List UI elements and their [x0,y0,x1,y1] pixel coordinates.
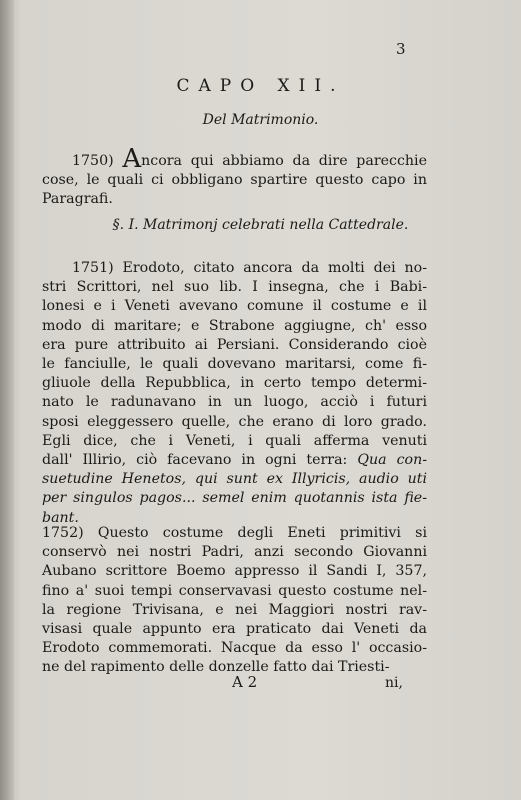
line-text: dall' Illirio, ciò facevano in ogni terra: [42,452,358,469]
line-text: ncora qui abbiamo da dire parecchie [141,153,427,169]
catchword: ni, [385,675,403,691]
text-line [42,144,427,174]
line-text: cose, le quali ci obbligano spartire questo capo in [42,172,427,189]
line-text: conservò nei nostri Padri, anzi secondo Giovanni [42,544,427,561]
text-line [42,470,427,489]
subsection-title: §. I. Matrimonj celebrati nella Cattedrale. [112,217,409,233]
paragraph-1751 [42,259,427,528]
line-text: modo di maritare; e Strabone aggiugne, ch' esso [42,317,427,334]
text-line [42,278,427,297]
text-line [42,259,427,278]
text-line [42,582,427,601]
text-line [42,171,427,190]
text-line [42,297,427,316]
text-line [42,601,427,620]
line-text: le fanciulle, le quali dovevano maritarsi, come fi- [42,356,427,373]
line-text: la regione Trivisana, e nei Maggiori nostri rav- [42,601,427,618]
signature-mark: A 2 [232,673,258,691]
latin-quote: per singulos pagos... semel enim quotannis ista fie- [42,490,427,507]
line-text: Egli dice, che i Veneti, i quali afferma venuti [42,432,427,449]
text-line [42,393,427,412]
latin-quote: suetudine Henetos, qui sunt ex Illyricis, audio uti [42,471,427,488]
text-line [42,543,427,562]
line-text: era pure attribuito ai Persiani. Considerando cioè [42,336,427,353]
drop-cap: A [122,144,142,174]
line-text: lonesi e i Veneti avevano comune il costume e il [42,298,427,315]
line-text: stri Scrittori, nel suo lib. I insegna, che i Babi- [42,279,427,296]
line-text: fino a' suoi tempi conservavasi questo costume nel- [42,582,427,599]
text-line [42,562,427,581]
line-text: visasi quale appunto era praticato dai Veneti da [42,621,427,638]
text-line [42,432,427,451]
text-line [42,336,427,355]
text-line [42,639,427,658]
text-line [42,413,427,432]
paragraph-1750 [42,144,427,210]
text-line [42,620,427,639]
line-text: nato le radunavano in un luogo, acciò i futuri [42,394,427,411]
line-text: 1751) Erodoto, citato ancora da molti dei no- [72,260,427,276]
line-text: Paragrafi. [42,191,113,208]
paragraph-1752 [42,524,427,678]
line-text: ne del rapimento delle donzelle fatto dai Triesti- [42,659,390,676]
line-text: gliuole della Repubblica, in certo tempo determi- [42,375,427,392]
line-text: Aubano scrittore Boemo appresso il Sandi I, 357, [42,563,427,580]
text-line [42,317,427,336]
line-text: sposi eleggessero quelle, che erano di loro grado. [42,413,427,430]
page-number: 3 [396,40,406,58]
line-text: 1752) Questo costume degli Eneti primitivi si [42,525,427,541]
latin-quote: Qua con- [357,452,428,469]
latin-quote: bant. [42,509,79,526]
text-line [42,374,427,393]
text-line [42,451,427,470]
text-line [42,489,427,508]
paragraph-number: 1750) [72,153,123,169]
text-line [42,355,427,374]
line-text: Erodoto commemorati. Nacque da esso l' occasio- [42,640,427,657]
chapter-title: CAPO XII. [176,76,345,96]
text-line [42,190,427,209]
section-title: Del Matrimonio. [202,112,319,128]
text-line [42,524,427,543]
